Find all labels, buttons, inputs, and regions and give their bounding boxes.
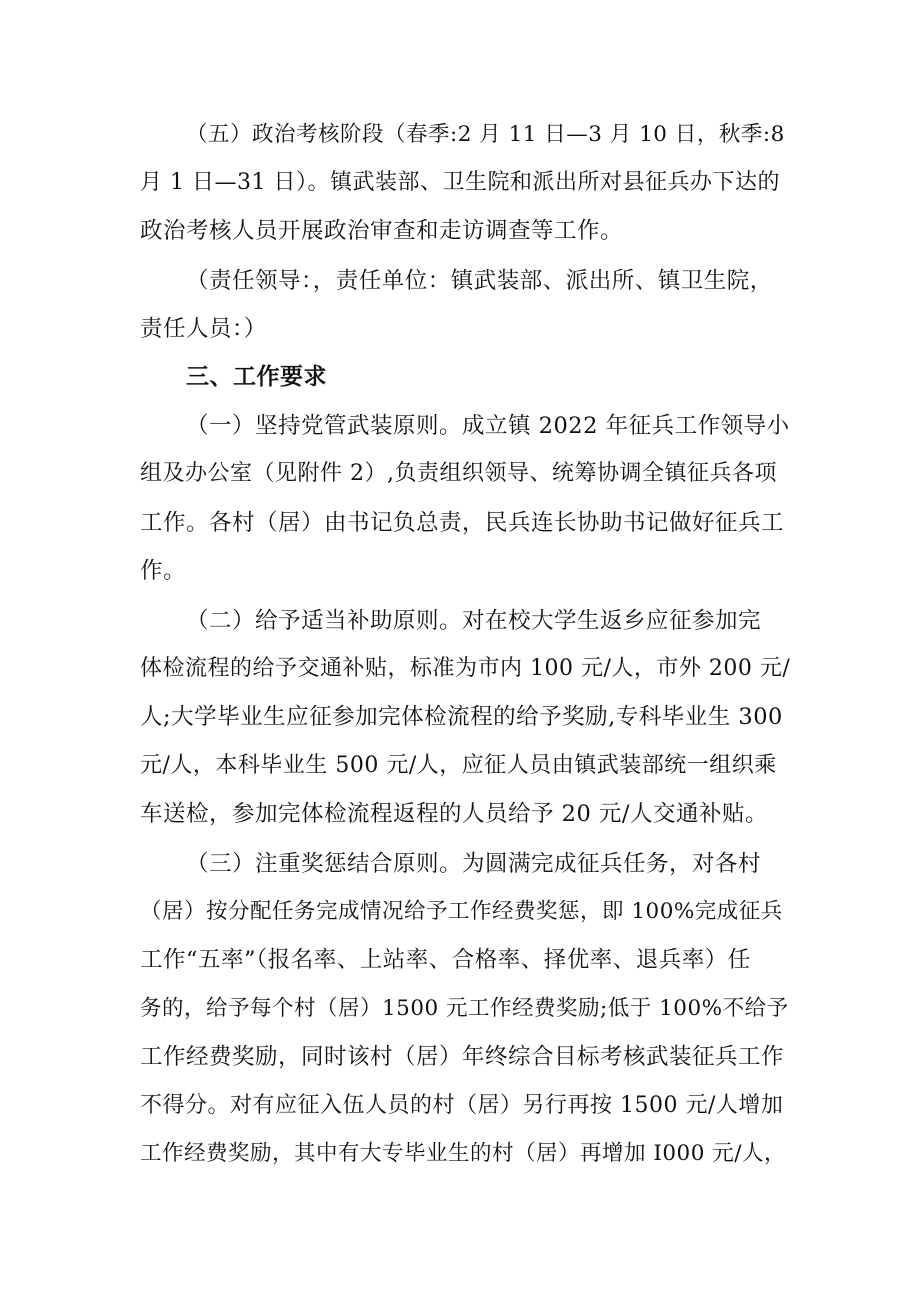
text-line: （三）注重奖惩结合原则。为圆满完成征兵任务，对各村	[186, 851, 762, 877]
section-heading: 三、工作要求	[186, 364, 327, 390]
text-line: 月 1 日—31 日）。镇武装部、卫生院和派出所对县征兵办下达的	[140, 170, 780, 195]
text-line: 工作。各村（居）由书记负总责，民兵连长协助书记做好征兵工	[140, 510, 785, 536]
text-line: （二）给予适当补助原则。对在校大学生返乡应征参加完	[186, 608, 762, 634]
text-line: 务的，给予每个村（居）1500 元工作经费奖励;低于 100%不给予	[140, 996, 789, 1021]
text-line: 组及办公室（见附件 2）,负责组织领导、统筹协调全镇征兵各项	[140, 461, 777, 486]
text-line: 政治考核人员开展政治审查和走访调查等工作。	[140, 218, 624, 244]
text-line: （责任领导：，责任单位：镇武装部、派出所、镇卫生院，	[186, 268, 773, 294]
text-line: 作。	[140, 558, 187, 584]
text-line: 工作经费奖励，其中有大专毕业生的村（居）再增加 I000 元/人，	[140, 1141, 786, 1166]
text-line: 元/人，本科毕业生 500 元/人，应征人员由镇武装部统一组织乘	[140, 753, 777, 778]
text-line: （居）按分配任务完成情况给予工作经费奖惩，即 100%完成征兵	[140, 899, 783, 924]
text-line: （五）政治考核阶段（春季:2 月 11 日—3 月 10 日，秋季:8	[186, 122, 785, 147]
text-line: 工作经费奖励，同时该村（居）年终综合目标考核武装征兵工作	[140, 1044, 785, 1070]
text-line: 不得分。对有应征入伍人员的村（居）另行再按 1500 元/人增加	[140, 1093, 784, 1118]
text-line: 体检流程的给予交通补贴，标准为市内 100 元/人，市外 200 元/	[140, 656, 791, 681]
text-line: 人;大学毕业生应征参加完体检流程的给予奖励,专科毕业生 300	[140, 704, 783, 730]
text-line: （一）坚持党管武装原则。成立镇 2022 年征兵工作领导小	[186, 413, 790, 439]
text-line: 责任人员：）	[140, 316, 267, 342]
text-line: 工作“五率”（报名率、上站率、合格率、择优率、退兵率）任	[140, 947, 751, 973]
text-line: 车送检，参加完体检流程返程的人员给予 20 元/人交通补贴。	[140, 801, 769, 827]
